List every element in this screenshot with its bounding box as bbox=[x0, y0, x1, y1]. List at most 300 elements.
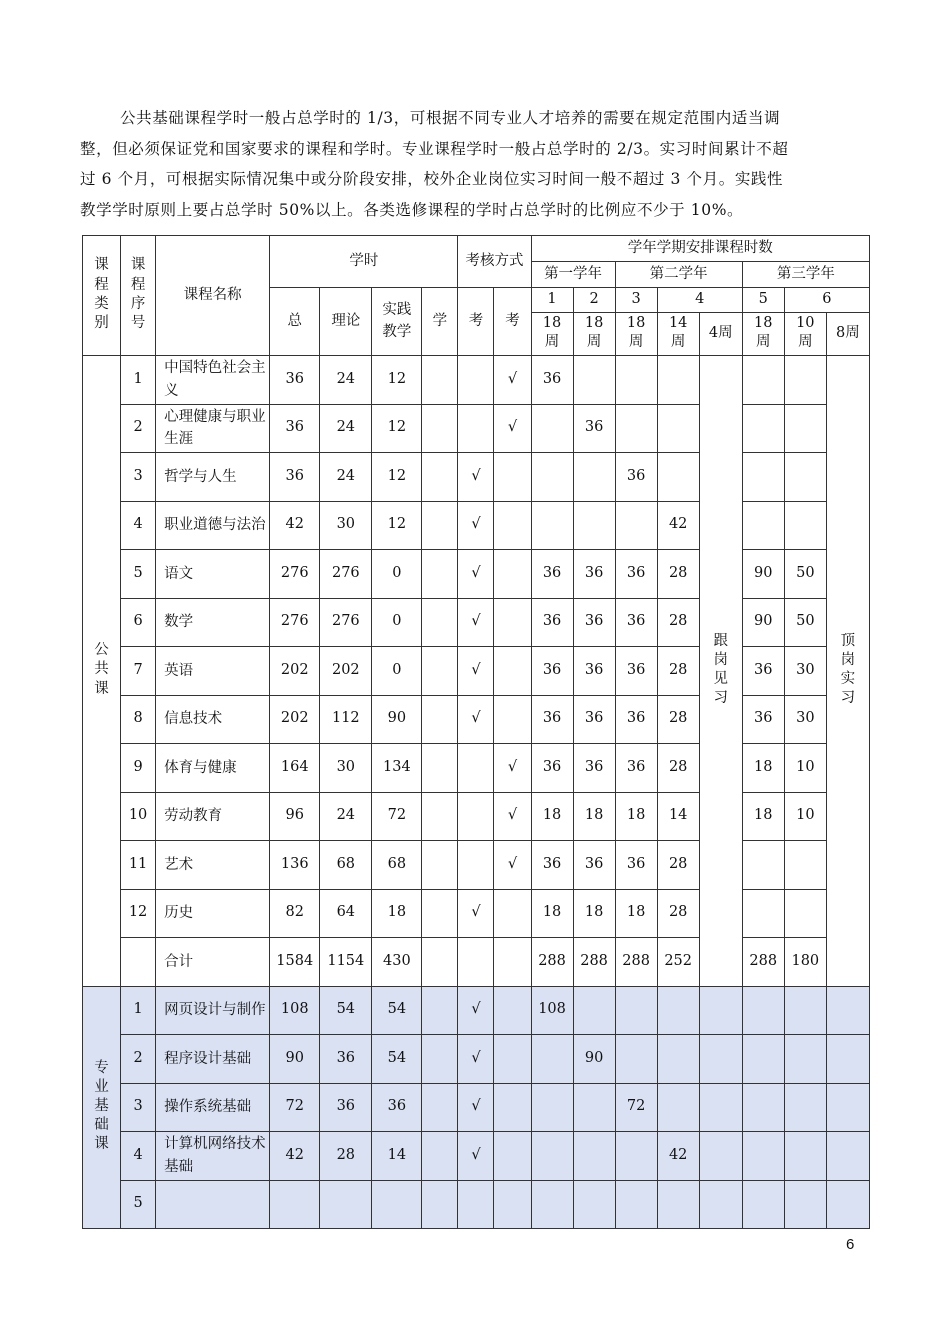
row-total: 36 bbox=[270, 356, 320, 405]
row-check bbox=[494, 501, 531, 550]
row-exam bbox=[458, 404, 494, 453]
table-row bbox=[83, 1132, 870, 1181]
row-total: 42 bbox=[270, 1132, 320, 1181]
row-t2: 36 bbox=[573, 695, 615, 744]
row-t4: 28 bbox=[657, 647, 699, 696]
row-t6: 10 bbox=[784, 792, 826, 841]
row-credit bbox=[422, 938, 458, 987]
row-exam: √ bbox=[458, 501, 494, 550]
category-professional: 专业基础课 bbox=[83, 986, 121, 1229]
row-t2: 18 bbox=[573, 792, 615, 841]
row-credit bbox=[422, 792, 458, 841]
row-practice: 14 bbox=[372, 1132, 422, 1181]
row-t2: 90 bbox=[573, 1035, 615, 1084]
row-exam: √ bbox=[458, 453, 494, 502]
row-total: 36 bbox=[270, 404, 320, 453]
row-practice: 54 bbox=[372, 1035, 422, 1084]
row-t4 bbox=[657, 404, 699, 453]
row-theory: 202 bbox=[320, 647, 372, 696]
row-t4: 28 bbox=[657, 695, 699, 744]
table-row bbox=[83, 647, 870, 696]
header-schedule: 学年学期安排课程时数 bbox=[531, 236, 869, 262]
table-row bbox=[83, 501, 870, 550]
row-course-name: 历史 bbox=[156, 889, 270, 938]
row-t5 bbox=[742, 453, 784, 502]
row-total: 36 bbox=[270, 453, 320, 502]
header-weeks-6: 10周 bbox=[784, 313, 826, 356]
row-seq: 11 bbox=[121, 841, 156, 890]
row-exam: √ bbox=[458, 598, 494, 647]
row-course-name: 合计 bbox=[156, 938, 270, 987]
row-seq: 9 bbox=[121, 744, 156, 793]
header-term-4: 4 bbox=[657, 288, 742, 313]
row-t4 bbox=[657, 986, 699, 1035]
row-check bbox=[494, 1180, 531, 1229]
intro-line-4: 教学学时原则上要占总学时 50%以上。各类选修课程的学时占总学时的比例应不少于 10%。 bbox=[80, 200, 744, 219]
row-course-name: 语文 bbox=[156, 550, 270, 599]
row-t4-practice bbox=[699, 1132, 742, 1181]
row-t5 bbox=[742, 356, 784, 405]
row-t1: 36 bbox=[531, 744, 573, 793]
row-t2: 18 bbox=[573, 889, 615, 938]
row-t3 bbox=[615, 986, 657, 1035]
row-check: √ bbox=[494, 404, 531, 453]
top-practice-cell: 顶岗实习 bbox=[826, 356, 869, 987]
row-t1: 36 bbox=[531, 695, 573, 744]
row-total: 42 bbox=[270, 501, 320, 550]
row-t2: 36 bbox=[573, 744, 615, 793]
row-seq: 1 bbox=[121, 986, 156, 1035]
row-check bbox=[494, 986, 531, 1035]
row-course-name: 体育与健康 bbox=[156, 744, 270, 793]
row-t3 bbox=[615, 356, 657, 405]
header-weeks-5: 18周 bbox=[742, 313, 784, 356]
row-check: √ bbox=[494, 356, 531, 405]
row-check: √ bbox=[494, 744, 531, 793]
row-t6: 180 bbox=[784, 938, 826, 987]
row-t4: 28 bbox=[657, 744, 699, 793]
row-credit bbox=[422, 453, 458, 502]
header-course-name: 课程名称 bbox=[156, 236, 270, 356]
row-seq: 5 bbox=[121, 1180, 156, 1229]
row-t6 bbox=[784, 356, 826, 405]
row-t6 bbox=[784, 986, 826, 1035]
row-t5: 36 bbox=[742, 695, 784, 744]
row-seq: 3 bbox=[121, 453, 156, 502]
row-course-name: 信息技术 bbox=[156, 695, 270, 744]
header-exam: 考 bbox=[458, 288, 494, 356]
row-t1: 288 bbox=[531, 938, 573, 987]
table-row bbox=[83, 356, 870, 405]
row-total: 164 bbox=[270, 744, 320, 793]
row-seq: 12 bbox=[121, 889, 156, 938]
row-total: 96 bbox=[270, 792, 320, 841]
table-row bbox=[83, 744, 870, 793]
row-t1: 36 bbox=[531, 598, 573, 647]
row-t1 bbox=[531, 404, 573, 453]
row-t6 bbox=[784, 1083, 826, 1132]
row-t1 bbox=[531, 1132, 573, 1181]
row-t6: 30 bbox=[784, 647, 826, 696]
row-credit bbox=[422, 647, 458, 696]
category-public: 公共课 bbox=[83, 356, 121, 987]
row-practice: 0 bbox=[372, 598, 422, 647]
row-t3: 18 bbox=[615, 889, 657, 938]
row-t4 bbox=[657, 453, 699, 502]
row-check bbox=[494, 695, 531, 744]
row-theory: 64 bbox=[320, 889, 372, 938]
row-t6 bbox=[784, 501, 826, 550]
table-row bbox=[83, 1180, 870, 1229]
header-weeks-1: 18周 bbox=[531, 313, 573, 356]
row-t3: 72 bbox=[615, 1083, 657, 1132]
row-check bbox=[494, 453, 531, 502]
row-t6 bbox=[784, 1132, 826, 1181]
row-seq: 2 bbox=[121, 404, 156, 453]
row-seq: 5 bbox=[121, 550, 156, 599]
row-t3: 36 bbox=[615, 695, 657, 744]
row-check bbox=[494, 550, 531, 599]
header-term-1: 1 bbox=[531, 288, 573, 313]
header-year-3: 第三学年 bbox=[742, 262, 869, 288]
header-year-2: 第二学年 bbox=[615, 262, 742, 288]
row-t3: 18 bbox=[615, 792, 657, 841]
row-t1: 18 bbox=[531, 889, 573, 938]
row-credit bbox=[422, 404, 458, 453]
row-t4: 28 bbox=[657, 889, 699, 938]
row-theory: 68 bbox=[320, 841, 372, 890]
row-exam: √ bbox=[458, 550, 494, 599]
table-row bbox=[83, 889, 870, 938]
row-exam: √ bbox=[458, 647, 494, 696]
table-row bbox=[83, 550, 870, 599]
row-seq: 4 bbox=[121, 1132, 156, 1181]
row-t5 bbox=[742, 404, 784, 453]
row-theory: 30 bbox=[320, 501, 372, 550]
row-t3 bbox=[615, 501, 657, 550]
row-check bbox=[494, 1035, 531, 1084]
row-t5 bbox=[742, 1083, 784, 1132]
table-row bbox=[83, 938, 870, 987]
row-t3: 36 bbox=[615, 550, 657, 599]
row-practice: 54 bbox=[372, 986, 422, 1035]
row-total: 108 bbox=[270, 986, 320, 1035]
row-t5: 90 bbox=[742, 598, 784, 647]
row-practice: 72 bbox=[372, 792, 422, 841]
row-credit bbox=[422, 598, 458, 647]
row-t1: 36 bbox=[531, 841, 573, 890]
row-exam: √ bbox=[458, 1132, 494, 1181]
table-row bbox=[83, 986, 870, 1035]
row-practice: 12 bbox=[372, 404, 422, 453]
row-seq bbox=[121, 938, 156, 987]
row-t6: 10 bbox=[784, 744, 826, 793]
row-course-name: 操作系统基础 bbox=[156, 1083, 270, 1132]
table-row bbox=[83, 792, 870, 841]
header-hours: 学时 bbox=[270, 236, 458, 288]
row-t5: 36 bbox=[742, 647, 784, 696]
row-t5: 288 bbox=[742, 938, 784, 987]
intro-line-1: 公共基础课程学时一般占总学时的 1/3，可根据不同专业人才培养的需要在规定范围内适当调 bbox=[120, 109, 781, 127]
row-check: √ bbox=[494, 792, 531, 841]
row-course-name: 网页设计与制作 bbox=[156, 986, 270, 1035]
row-t3: 36 bbox=[615, 841, 657, 890]
row-t4: 28 bbox=[657, 598, 699, 647]
row-t2: 36 bbox=[573, 647, 615, 696]
row-t4-practice bbox=[699, 1083, 742, 1132]
row-t4-practice bbox=[699, 1180, 742, 1229]
row-t5 bbox=[742, 986, 784, 1035]
row-t2: 36 bbox=[573, 841, 615, 890]
row-course-name bbox=[156, 1180, 270, 1229]
row-practice: 12 bbox=[372, 501, 422, 550]
row-total: 82 bbox=[270, 889, 320, 938]
row-theory: 24 bbox=[320, 356, 372, 405]
row-seq: 6 bbox=[121, 598, 156, 647]
row-total: 202 bbox=[270, 647, 320, 696]
row-practice: 0 bbox=[372, 550, 422, 599]
row-credit bbox=[422, 1180, 458, 1229]
row-t2 bbox=[573, 986, 615, 1035]
row-t4 bbox=[657, 1083, 699, 1132]
row-course-name: 职业道德与法治 bbox=[156, 501, 270, 550]
row-t1: 18 bbox=[531, 792, 573, 841]
row-t2 bbox=[573, 1132, 615, 1181]
row-t3 bbox=[615, 1132, 657, 1181]
row-practice: 0 bbox=[372, 647, 422, 696]
row-t6: 50 bbox=[784, 550, 826, 599]
header-seq: 课程序号 bbox=[121, 236, 156, 356]
row-t3 bbox=[615, 1180, 657, 1229]
row-t4: 42 bbox=[657, 501, 699, 550]
header-practice: 实践教学 bbox=[372, 288, 422, 356]
row-t2: 36 bbox=[573, 404, 615, 453]
table-row bbox=[83, 404, 870, 453]
row-seq: 1 bbox=[121, 356, 156, 405]
row-course-name: 计算机网络技术基础 bbox=[156, 1132, 270, 1181]
row-total: 136 bbox=[270, 841, 320, 890]
row-theory: 24 bbox=[320, 404, 372, 453]
row-t2 bbox=[573, 356, 615, 405]
row-theory: 30 bbox=[320, 744, 372, 793]
row-t1: 108 bbox=[531, 986, 573, 1035]
table-row bbox=[83, 598, 870, 647]
table-row bbox=[83, 453, 870, 502]
row-t6-practice bbox=[826, 1180, 869, 1229]
row-t6 bbox=[784, 453, 826, 502]
row-t2 bbox=[573, 453, 615, 502]
row-exam: √ bbox=[458, 1083, 494, 1132]
row-check bbox=[494, 889, 531, 938]
row-total bbox=[270, 1180, 320, 1229]
row-course-name: 哲学与人生 bbox=[156, 453, 270, 502]
row-t5 bbox=[742, 1035, 784, 1084]
row-t3 bbox=[615, 404, 657, 453]
row-t2: 36 bbox=[573, 550, 615, 599]
row-exam bbox=[458, 841, 494, 890]
row-t1: 36 bbox=[531, 356, 573, 405]
row-t4 bbox=[657, 1035, 699, 1084]
header-theory: 理论 bbox=[320, 288, 372, 356]
row-t6 bbox=[784, 404, 826, 453]
row-t2 bbox=[573, 1180, 615, 1229]
row-t6-practice bbox=[826, 1083, 869, 1132]
row-check bbox=[494, 598, 531, 647]
row-seq: 4 bbox=[121, 501, 156, 550]
row-exam bbox=[458, 938, 494, 987]
header-category: 课程类别 bbox=[83, 236, 121, 356]
row-t1 bbox=[531, 1083, 573, 1132]
row-t1: 36 bbox=[531, 647, 573, 696]
row-credit bbox=[422, 744, 458, 793]
row-theory: 276 bbox=[320, 598, 372, 647]
row-t3: 36 bbox=[615, 453, 657, 502]
row-practice: 12 bbox=[372, 356, 422, 405]
row-seq: 7 bbox=[121, 647, 156, 696]
row-t2: 288 bbox=[573, 938, 615, 987]
row-credit bbox=[422, 986, 458, 1035]
row-t4: 42 bbox=[657, 1132, 699, 1181]
table-row bbox=[83, 695, 870, 744]
header-assessment: 考核方式 bbox=[458, 236, 531, 288]
row-theory: 24 bbox=[320, 453, 372, 502]
row-theory: 36 bbox=[320, 1035, 372, 1084]
table-row bbox=[83, 841, 870, 890]
row-seq: 2 bbox=[121, 1035, 156, 1084]
row-t3: 36 bbox=[615, 647, 657, 696]
row-theory: 1154 bbox=[320, 938, 372, 987]
row-theory bbox=[320, 1180, 372, 1229]
follow-practice-cell: 跟岗见习 bbox=[699, 356, 742, 987]
row-credit bbox=[422, 1083, 458, 1132]
row-t6 bbox=[784, 1035, 826, 1084]
header-term-5: 5 bbox=[742, 288, 784, 313]
row-seq: 3 bbox=[121, 1083, 156, 1132]
row-credit bbox=[422, 695, 458, 744]
row-t6 bbox=[784, 889, 826, 938]
table-row bbox=[83, 1035, 870, 1084]
header-weeks-6-practice: 8周 bbox=[826, 313, 869, 356]
table-row bbox=[83, 1083, 870, 1132]
row-theory: 28 bbox=[320, 1132, 372, 1181]
row-t2 bbox=[573, 1083, 615, 1132]
intro-paragraph bbox=[80, 103, 870, 225]
row-t5 bbox=[742, 841, 784, 890]
row-t1 bbox=[531, 1180, 573, 1229]
row-theory: 24 bbox=[320, 792, 372, 841]
row-exam bbox=[458, 792, 494, 841]
header-year-1: 第一学年 bbox=[531, 262, 615, 288]
row-t4: 28 bbox=[657, 550, 699, 599]
row-t5: 90 bbox=[742, 550, 784, 599]
header-credit: 学 bbox=[422, 288, 458, 356]
row-course-name: 程序设计基础 bbox=[156, 1035, 270, 1084]
row-t4 bbox=[657, 1180, 699, 1229]
row-total: 72 bbox=[270, 1083, 320, 1132]
row-t2 bbox=[573, 501, 615, 550]
row-t4: 28 bbox=[657, 841, 699, 890]
row-check bbox=[494, 938, 531, 987]
row-t3: 288 bbox=[615, 938, 657, 987]
row-practice: 430 bbox=[372, 938, 422, 987]
row-seq: 10 bbox=[121, 792, 156, 841]
row-check: √ bbox=[494, 841, 531, 890]
row-course-name: 心理健康与职业生涯 bbox=[156, 404, 270, 453]
row-t2: 36 bbox=[573, 598, 615, 647]
row-t4 bbox=[657, 356, 699, 405]
row-credit bbox=[422, 1132, 458, 1181]
row-t3 bbox=[615, 1035, 657, 1084]
header-total: 总 bbox=[270, 288, 320, 356]
row-practice: 134 bbox=[372, 744, 422, 793]
row-t5 bbox=[742, 1132, 784, 1181]
row-t6 bbox=[784, 841, 826, 890]
row-practice bbox=[372, 1180, 422, 1229]
row-credit bbox=[422, 889, 458, 938]
row-t1 bbox=[531, 1035, 573, 1084]
row-course-name: 中国特色社会主义 bbox=[156, 356, 270, 405]
row-t5 bbox=[742, 889, 784, 938]
row-course-name: 艺术 bbox=[156, 841, 270, 890]
row-credit bbox=[422, 841, 458, 890]
row-t5: 18 bbox=[742, 744, 784, 793]
header-weeks-2: 18周 bbox=[573, 313, 615, 356]
row-t3: 36 bbox=[615, 744, 657, 793]
row-practice: 68 bbox=[372, 841, 422, 890]
row-t1: 36 bbox=[531, 550, 573, 599]
row-exam: √ bbox=[458, 1035, 494, 1084]
row-practice: 18 bbox=[372, 889, 422, 938]
row-course-name: 数学 bbox=[156, 598, 270, 647]
row-practice: 90 bbox=[372, 695, 422, 744]
row-t4: 14 bbox=[657, 792, 699, 841]
row-credit bbox=[422, 356, 458, 405]
row-credit bbox=[422, 1035, 458, 1084]
row-total: 1584 bbox=[270, 938, 320, 987]
row-theory: 112 bbox=[320, 695, 372, 744]
row-total: 202 bbox=[270, 695, 320, 744]
row-exam bbox=[458, 1180, 494, 1229]
header-term-2: 2 bbox=[573, 288, 615, 313]
row-total: 90 bbox=[270, 1035, 320, 1084]
row-theory: 276 bbox=[320, 550, 372, 599]
header-check: 考 bbox=[494, 288, 531, 356]
row-t1 bbox=[531, 453, 573, 502]
row-theory: 54 bbox=[320, 986, 372, 1035]
intro-line-3: 过 6 个月，可根据实际情况集中或分阶段安排，校外企业岗位实习时间一般不超过 3 个月。实践性 bbox=[80, 170, 784, 188]
row-credit bbox=[422, 501, 458, 550]
header-term-3: 3 bbox=[615, 288, 657, 313]
row-t4-practice bbox=[699, 986, 742, 1035]
row-t6: 50 bbox=[784, 598, 826, 647]
row-exam: √ bbox=[458, 889, 494, 938]
row-exam: √ bbox=[458, 986, 494, 1035]
row-exam bbox=[458, 356, 494, 405]
row-t1 bbox=[531, 501, 573, 550]
header-weeks-4-practice: 4周 bbox=[699, 313, 742, 356]
header-weeks-4: 14周 bbox=[657, 313, 699, 356]
row-check bbox=[494, 1132, 531, 1181]
row-total: 276 bbox=[270, 598, 320, 647]
row-practice: 12 bbox=[372, 453, 422, 502]
row-t4: 252 bbox=[657, 938, 699, 987]
row-seq: 8 bbox=[121, 695, 156, 744]
row-course-name: 劳动教育 bbox=[156, 792, 270, 841]
row-t6-practice bbox=[826, 1132, 869, 1181]
row-t5: 18 bbox=[742, 792, 784, 841]
course-schedule-table bbox=[82, 235, 870, 1229]
row-t5 bbox=[742, 501, 784, 550]
